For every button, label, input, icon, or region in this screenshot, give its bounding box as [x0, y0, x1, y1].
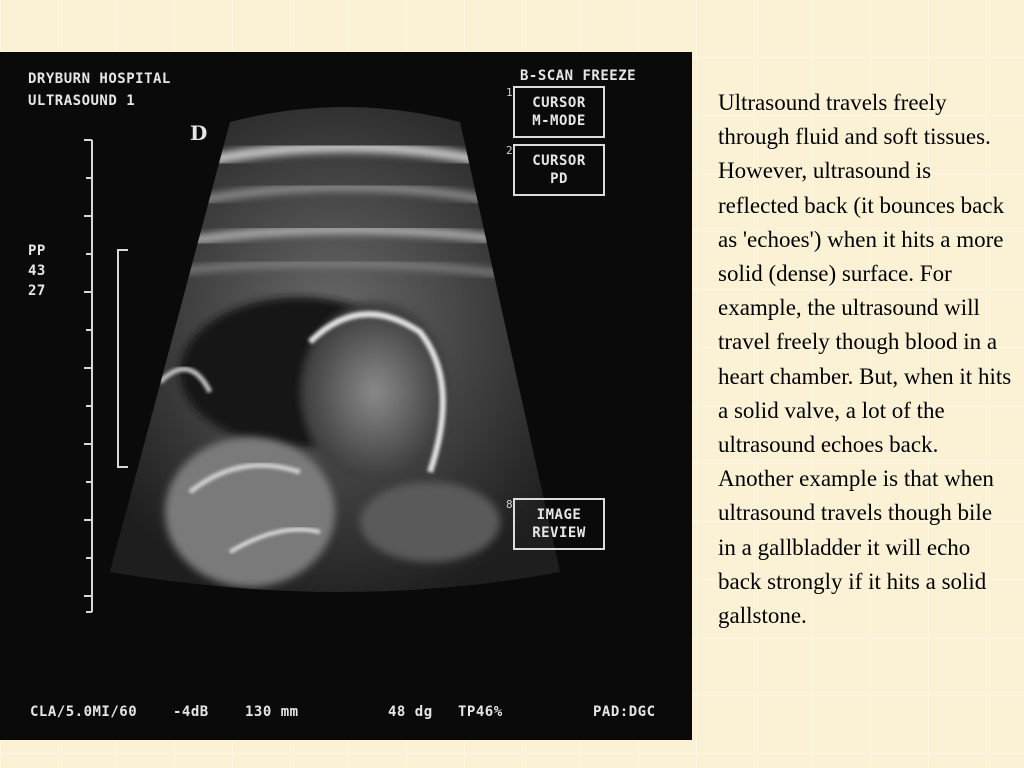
cursor-m-mode-button[interactable] [513, 86, 605, 138]
image-review-button[interactable] [513, 498, 605, 550]
angle-setting: 48 dg [388, 704, 433, 720]
pp-label: PP [28, 243, 46, 259]
focus-bracket [118, 250, 128, 467]
menu-line-2: REVIEW [532, 525, 586, 541]
pp-value-2: 27 [28, 283, 46, 299]
ultrasound-image [0, 52, 692, 740]
pad-setting: PAD:DGC [593, 704, 656, 720]
menu-number-1: 1 [506, 86, 513, 99]
depth-setting: 130 mm [245, 704, 299, 720]
menu-number-8: 8 [506, 498, 513, 511]
ultrasound-unit: ULTRASOUND 1 [28, 93, 136, 109]
probe-setting: CLA/5.0MI/60 [30, 704, 138, 720]
menu-line-1: IMAGE [536, 507, 582, 523]
explanation-text: Ultrasound travels freely through fluid and soft tissues. However, ultrasound is reflected back (it bounces back as 'echoes') when it hits a more solid (dense) surface. For example, the ultrasound will travel freely though blood in a heart chamber. But, when it hits a solid valve, a lot of the ultrasound echoes back. Another example is that when ultrasound travels though bile in a gallbladder it will echo back strongly if it hits a solid gallstone. [718, 90, 1012, 629]
menu-line-2: PD [550, 171, 568, 187]
menu-line-1: CURSOR [532, 95, 586, 111]
gain-setting: -4dB [173, 704, 209, 720]
menu-line-1: CURSOR [532, 153, 586, 169]
cursor-pd-button[interactable] [513, 144, 605, 196]
depth-scale-ticks [84, 140, 92, 612]
orientation-marker: D [190, 121, 208, 145]
power-setting: TP46% [458, 704, 503, 720]
pp-value-1: 43 [28, 263, 46, 279]
menu-line-2: M-MODE [532, 113, 586, 129]
hospital-name: DRYBURN HOSPITAL [28, 71, 171, 87]
scan-mode: B-SCAN FREEZE [520, 68, 637, 84]
menu-number-2: 2 [506, 144, 513, 157]
